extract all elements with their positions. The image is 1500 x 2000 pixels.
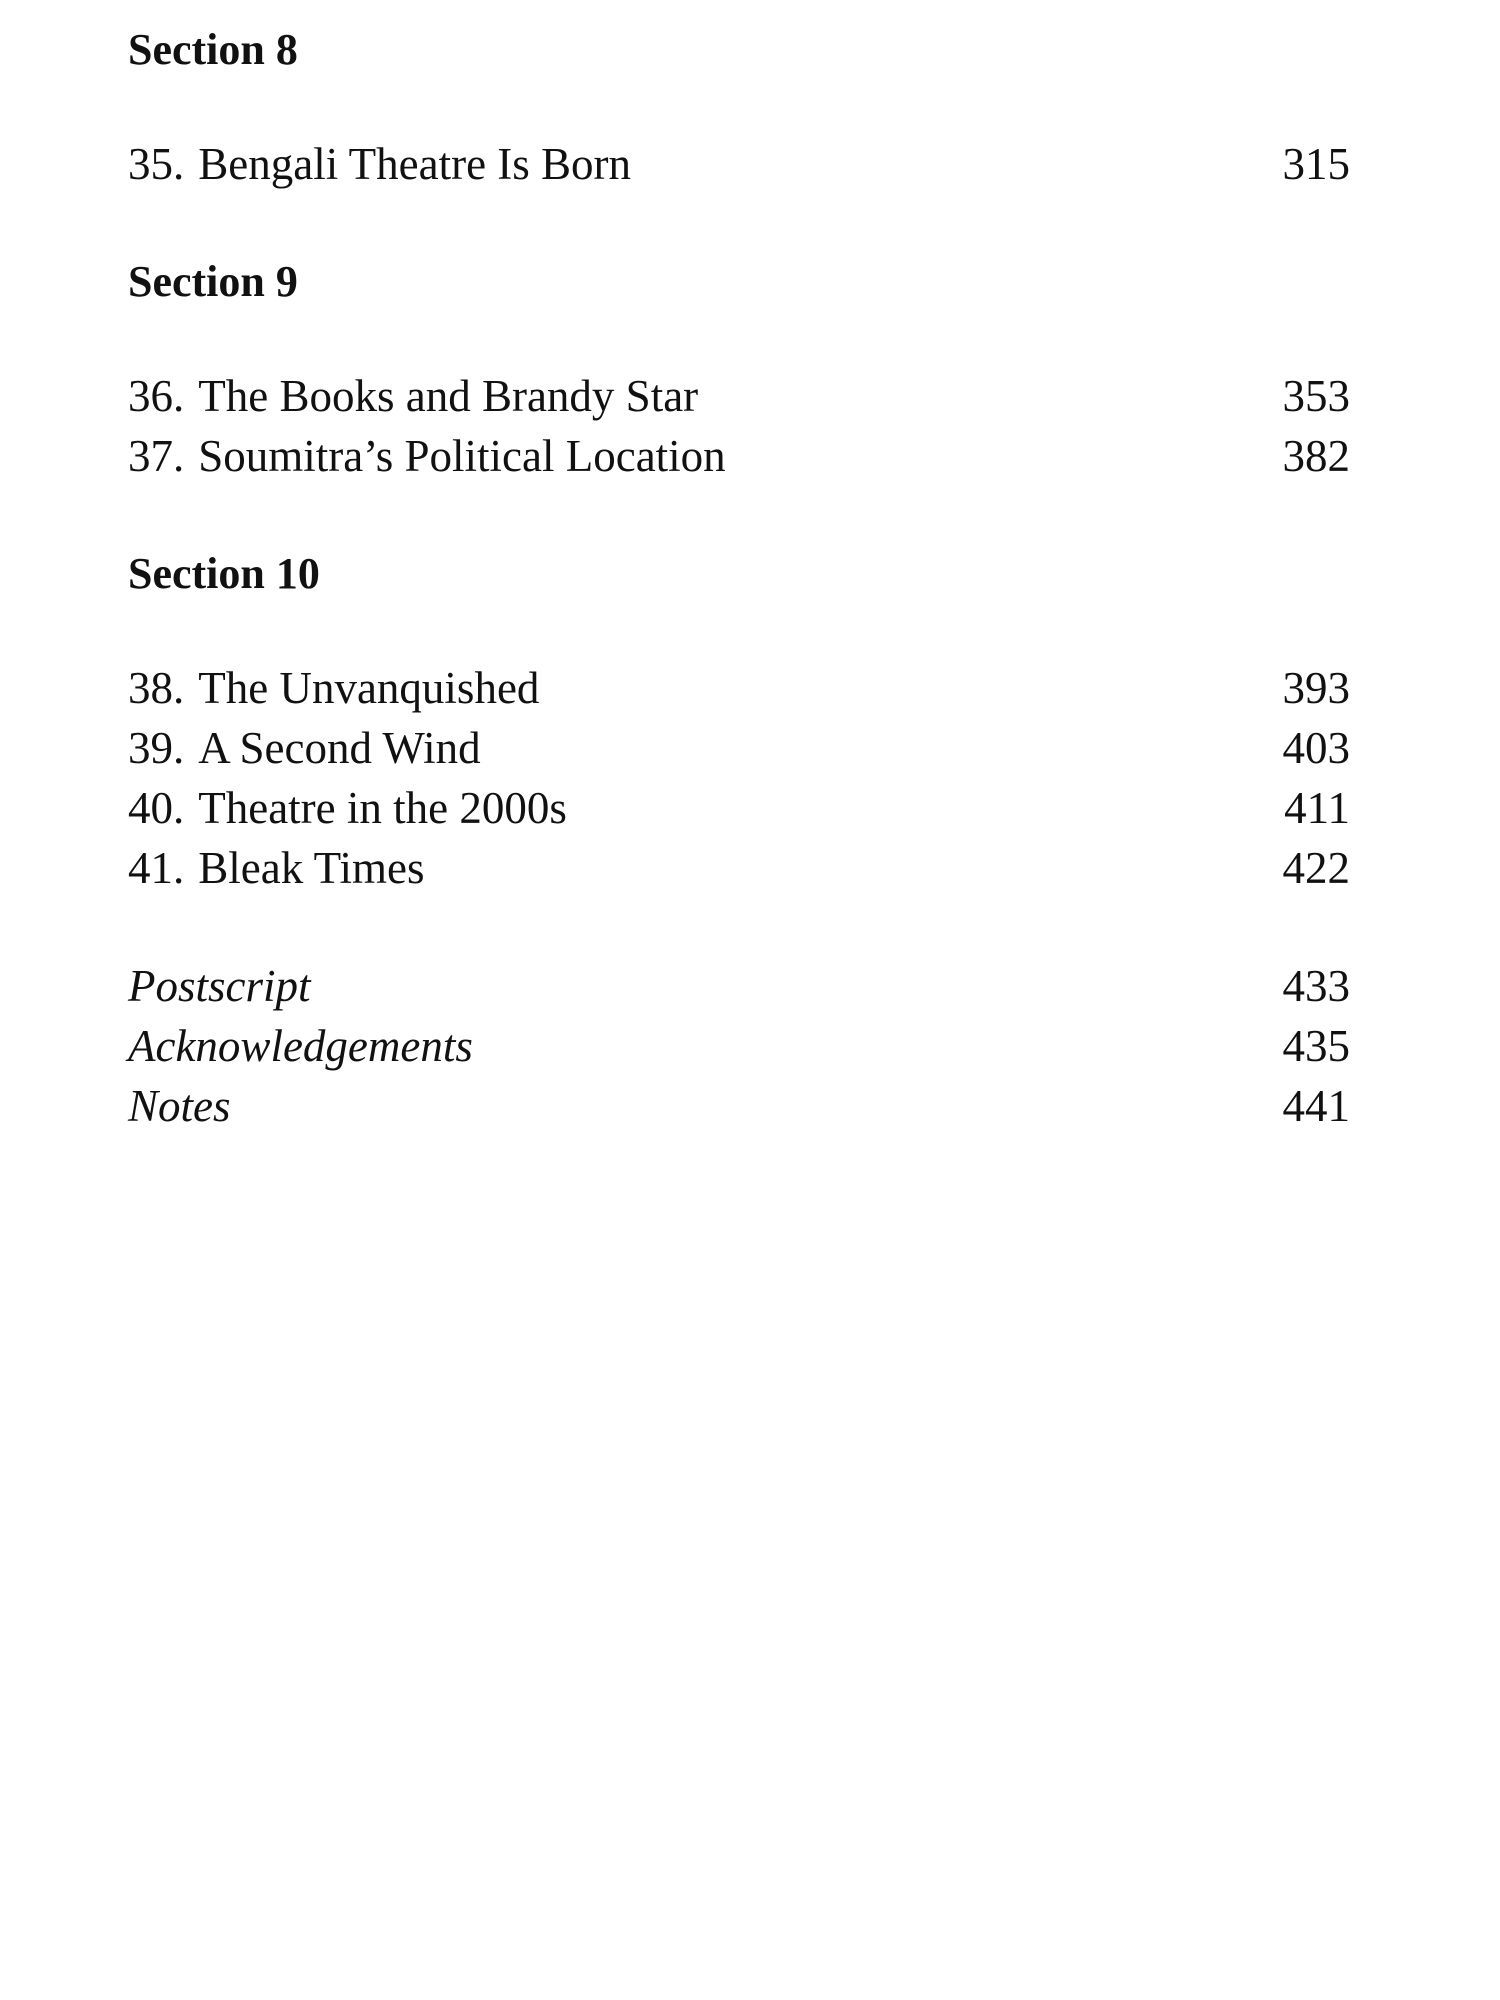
- chapter-title: Soumitra’s Political Location: [198, 431, 726, 481]
- back-matter-title: Notes: [128, 1081, 231, 1131]
- chapter-number: 37.: [128, 431, 185, 481]
- page-number: 382: [1282, 431, 1350, 481]
- page-number: 422: [1282, 843, 1350, 893]
- toc-entry[interactable]: [128, 658, 1350, 718]
- back-matter-entries: [128, 956, 1350, 1136]
- entry-title-wrap: [128, 426, 726, 486]
- chapter-number: 39.: [128, 723, 185, 773]
- section-entries: [128, 134, 1350, 194]
- back-matter-title: Acknowledgements: [128, 1021, 473, 1071]
- back-matter-title: Postscript: [128, 961, 311, 1011]
- section-entries: [128, 366, 1350, 486]
- toc-entry[interactable]: [128, 134, 1350, 194]
- chapter-title: The Unvanquished: [198, 663, 540, 713]
- chapter-number: 36.: [128, 371, 185, 421]
- page-number: 353: [1282, 371, 1350, 421]
- page-number: 441: [1282, 1081, 1350, 1131]
- toc-entry[interactable]: [128, 718, 1350, 778]
- page-number: 403: [1282, 723, 1350, 773]
- chapter-number: 38.: [128, 663, 185, 713]
- page-number: 315: [1282, 139, 1350, 189]
- toc-entry[interactable]: [128, 426, 1350, 486]
- entry-title-wrap: [128, 718, 481, 778]
- chapter-title: Theatre in the 2000s: [198, 783, 567, 833]
- chapter-number: 40.: [128, 783, 185, 833]
- entry-title-wrap: [128, 658, 539, 718]
- page-number: 433: [1282, 961, 1350, 1011]
- toc-entry[interactable]: [128, 838, 1350, 898]
- table-of-contents: [128, 20, 1350, 1136]
- toc-entry[interactable]: [128, 778, 1350, 838]
- section-heading: Section 10: [128, 549, 320, 598]
- chapter-number: 35.: [128, 139, 185, 189]
- page-number: 393: [1282, 663, 1350, 713]
- toc-entry[interactable]: [128, 366, 1350, 426]
- toc-entry-postscript[interactable]: [128, 956, 1350, 1016]
- chapter-number: 41.: [128, 843, 185, 893]
- page-number: 435: [1282, 1021, 1350, 1071]
- toc-entry-acknowledgements[interactable]: [128, 1016, 1350, 1076]
- entry-title-wrap: [128, 366, 698, 426]
- chapter-title: Bleak Times: [198, 843, 425, 893]
- section-heading: Section 8: [128, 25, 298, 74]
- entry-title-wrap: [128, 778, 567, 838]
- section-heading: Section 9: [128, 257, 298, 306]
- section-entries: [128, 658, 1350, 898]
- entry-title-wrap: [128, 134, 631, 194]
- chapter-title: The Books and Brandy Star: [198, 371, 699, 421]
- chapter-title: Bengali Theatre Is Born: [198, 139, 632, 189]
- page-number: 411: [1284, 783, 1350, 833]
- chapter-title: A Second Wind: [198, 723, 481, 773]
- toc-entry-notes[interactable]: [128, 1076, 1350, 1136]
- entry-title-wrap: [128, 838, 425, 898]
